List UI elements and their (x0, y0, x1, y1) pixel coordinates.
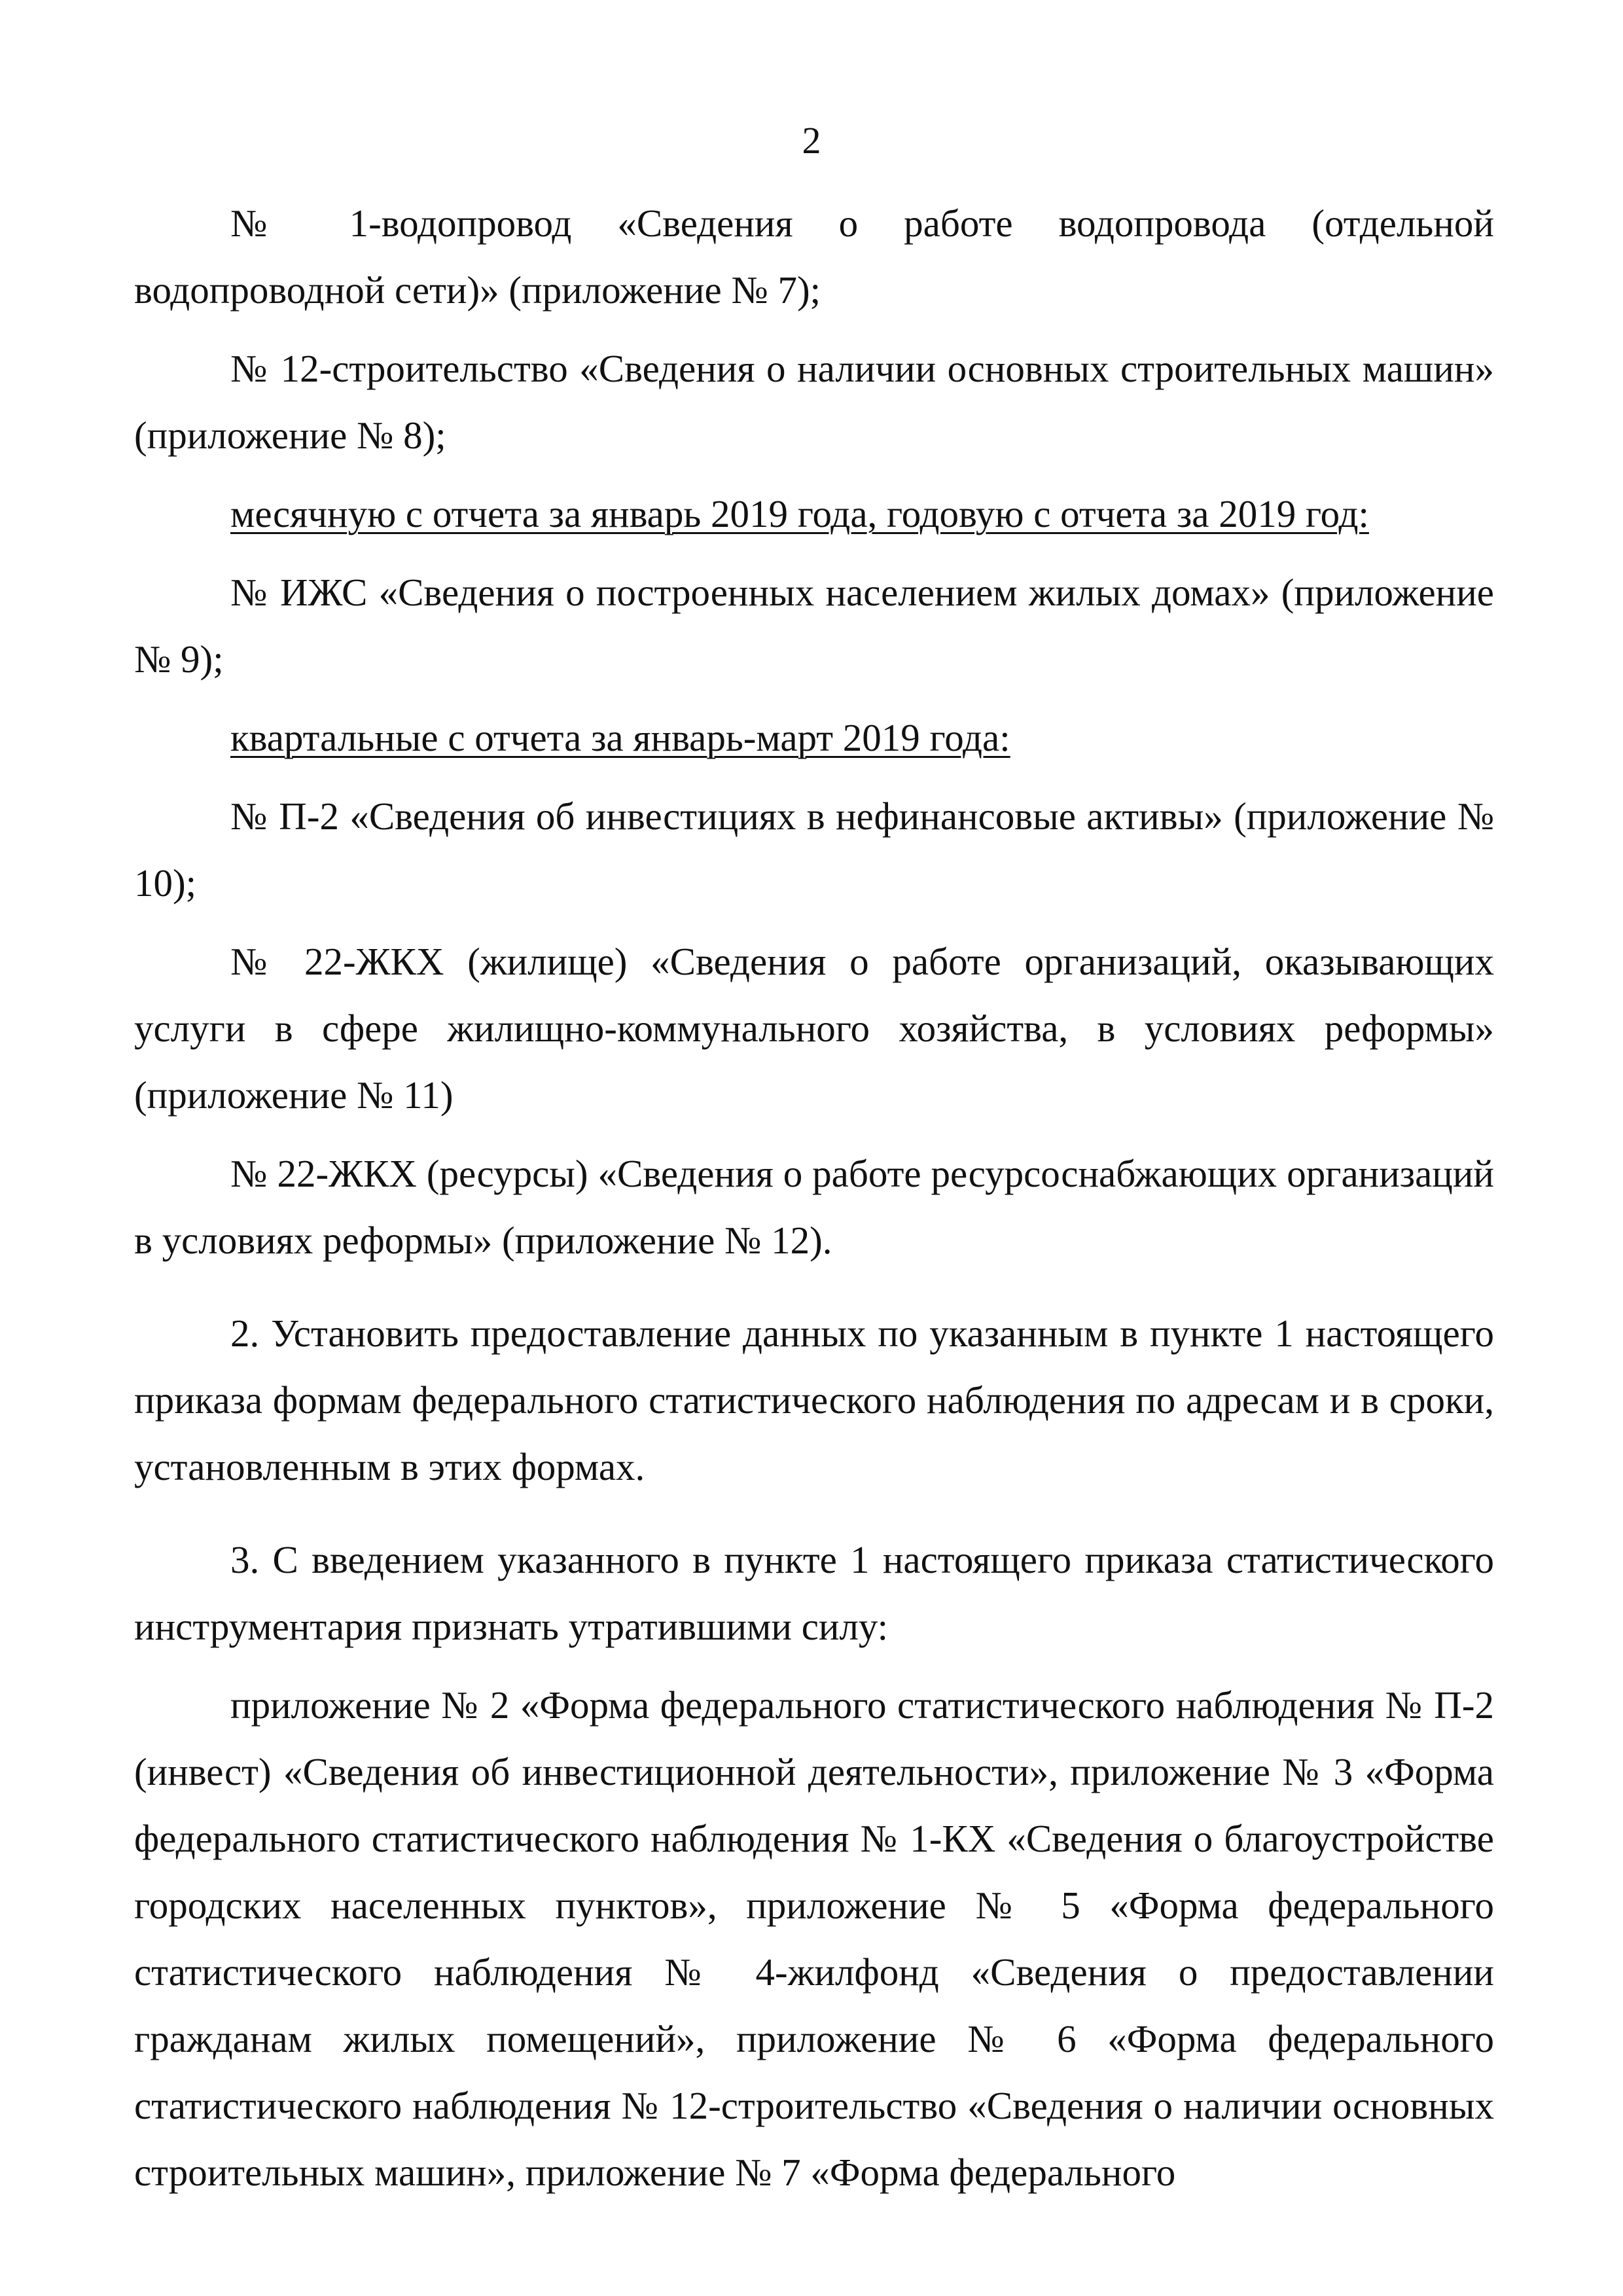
paragraph-p2-form: № П-2 «Сведения об инвестициях в нефинансовые активы» (приложение № 10); (134, 795, 1494, 905)
section-heading-quarterly: квартальные с отчета за январь-март 2019 года: (230, 716, 1010, 759)
paragraph-item-3: 3. С введением указанного в пункте 1 настоящего приказа статистического инструментария признать утратившими силу: (134, 1538, 1494, 1648)
paragraph-izhs-form: № ИЖС «Сведения о построенных населением жилых домах» (приложение № 9); (134, 571, 1494, 681)
paragraph-22-zhkh-resources-form: № 22-ЖКХ (ресурсы) «Сведения о работе ресурсоснабжающих организаций в условиях реформы» (приложение № 12). (134, 1152, 1494, 1262)
document-body (134, 190, 1494, 2206)
paragraph-item-2: 2. Установить предоставление данных по указанным в пункте 1 настоящего приказа формам федерального статистического наблюдения по адресам и в сроки, установленным в этих формах. (134, 1312, 1494, 1488)
section-heading-monthly-annual: месячную с отчета за январь 2019 года, годовую с отчета за 2019 год: (230, 492, 1369, 535)
paragraph-revoked-appendices: приложение № 2 «Форма федерального статистического наблюдения № П-2 (инвест) «Сведения об инвестиционной деятельности», приложение № 3 «Форма федерального статистического наблюдения № 1-КХ «Сведения о благоустройстве городских населенных пунктов», приложение № 5 «Форма федерального статистического наблюдения № 4-жилфонд «Сведения о предоставлении гражданам жилых помещений», приложение № 6 «Форма федерального статистического наблюдения № 12-строительство «Сведения о наличии основных строительных машин», приложение № 7 «Форма федерального (134, 1683, 1494, 2194)
paragraph-water-supply-form: № 1-водопровод «Сведения о работе водопровода (отдельной водопроводной сети)» (приложение № 7); (134, 202, 1494, 312)
page-number: 2 (802, 119, 821, 162)
paragraph-22-zhkh-housing-form: № 22-ЖКХ (жилище) «Сведения о работе организаций, оказывающих услуги в сфере жилищно-коммунального хозяйства, в условиях реформы» (приложение № 11) (134, 940, 1494, 1117)
paragraph-construction-machines-form: № 12-строительство «Сведения о наличии основных строительных машин» (приложение № 8); (134, 347, 1494, 457)
